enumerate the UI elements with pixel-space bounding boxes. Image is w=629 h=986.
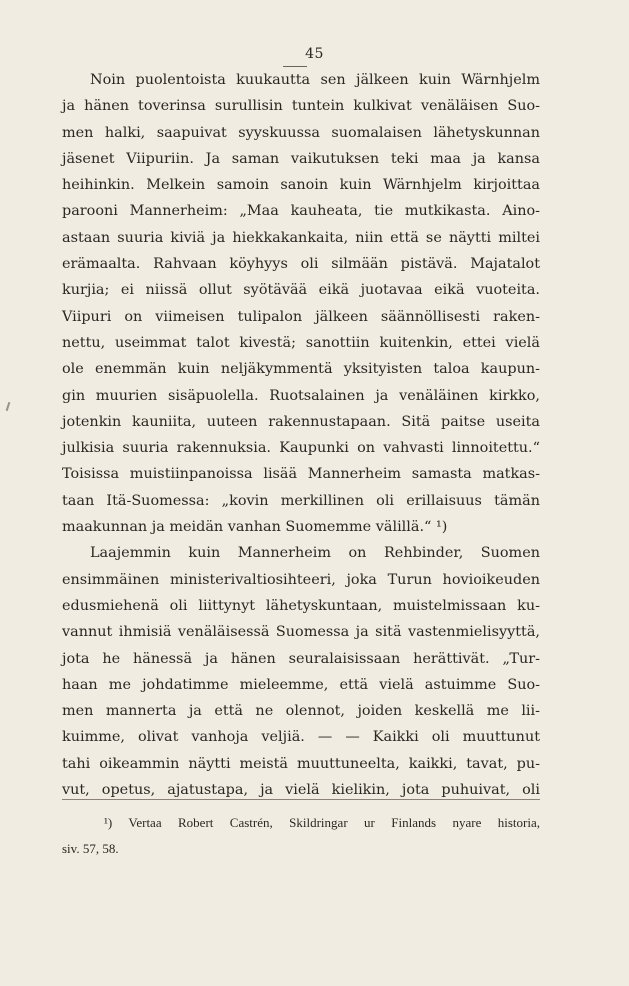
footnote-line: ¹) Vertaa Robert Castrén, Skildringar ur Finlands nyare historia, — [104, 815, 540, 830]
footnotes — [62, 810, 540, 862]
margin-mark — [6, 402, 11, 411]
footnote-rule — [62, 799, 540, 800]
text-line: ole enemmän kuin neljäkymmentä yksityisten taloa kaupun- — [62, 361, 540, 378]
text-line: taan Itä-Suomessa: „kovin merkillinen oli erillaisuus tämän — [62, 492, 540, 509]
text-line: ensimmäinen ministerivaltiosihteeri, joka Turun hovioikeuden — [62, 571, 540, 588]
text-line: ja hänen toverinsa surullisin tuntein kulkivat venäläisen Suo- — [62, 98, 540, 115]
text-line: vannut ihmisiä venäläisessä Suomessa ja sitä vastenmielisyyttä, — [62, 624, 540, 641]
text-line: haan me johdatimme mieleemme, että vielä astuimme Suo- — [62, 676, 540, 693]
text-line: Toisissa muistiinpanoissa lisää Mannerheim samasta matkas- — [62, 466, 540, 483]
text-line: erämaalta. Rahvaan köyhyys oli silmään pistävä. Majatalot — [62, 256, 540, 273]
text-line: maakunnan ja meidän vanhan Suomemme välillä.“ ¹) — [62, 519, 448, 536]
body-text — [62, 67, 540, 803]
text-line: tahi oikeammin näytti meistä muuttuneelta, kaikki, tavat, pu- — [62, 755, 540, 772]
text-line: nettu, useimmat talot kivestä; sanottiin kuitenkin, ettei vielä — [62, 334, 540, 351]
text-line: parooni Mannerheim: „Maa kauheata, tie mutkikasta. Aino- — [62, 203, 540, 220]
text-line: jotenkin kauniita, uuteen rakennustapaan. Sitä paitse useita — [62, 413, 540, 430]
text-line: edusmiehenä oli liittynyt lähetyskuntaan, muistelmissaan ku- — [62, 597, 540, 614]
text-line: astaan suuria kiviä ja hiekkakankaita, niin että se näytti miltei — [62, 229, 540, 246]
text-line: julkisia suuria rakennuksia. Kaupunki on vahvasti linnoitettu.“ — [62, 440, 540, 457]
text-line: Laajemmin kuin Mannerheim on Rehbinder, Suomen — [90, 545, 540, 562]
text-line: jäsenet Viipuriin. Ja saman vaikutuksen teki maa ja kansa — [62, 150, 540, 167]
text-line: men mannerta ja että ne olennot, joiden keskellä me lii- — [62, 703, 540, 720]
text-line: Noin puolentoista kuukautta sen jälkeen kuin Wärnhjelm — [90, 72, 540, 88]
footnote-line: siv. 57, 58. — [62, 841, 119, 856]
text-line: kuimme, olivat vanhoja veljiä. — — Kaikki oli muuttunut — [62, 729, 540, 746]
text-line: jota he hänessä ja hänen seuralaisissaan herättivät. „Tur- — [62, 650, 540, 667]
text-line: gin muurien sisäpuolella. Ruotsalainen ja venäläinen kirkko, — [62, 387, 540, 404]
text-line: Viipuri on viimeisen tulipalon jälkeen säännöllisesti raken- — [62, 308, 540, 325]
text-line: men halki, saapuivat syyskuussa suomalaisen lähetyskunnan — [62, 124, 540, 141]
page-number: 45 — [305, 46, 324, 62]
text-line: vut, opetus, ajatustapa, ja vielä kielikin, jota puhuivat, oli — [62, 782, 540, 799]
text-line: heihinkin. Melkein samoin sanoin kuin Wärnhjelm kirjoittaa — [62, 177, 540, 194]
text-line: kurjia; ei niissä ollut syötävää eikä juotavaa eikä vuoteita. — [62, 282, 540, 299]
